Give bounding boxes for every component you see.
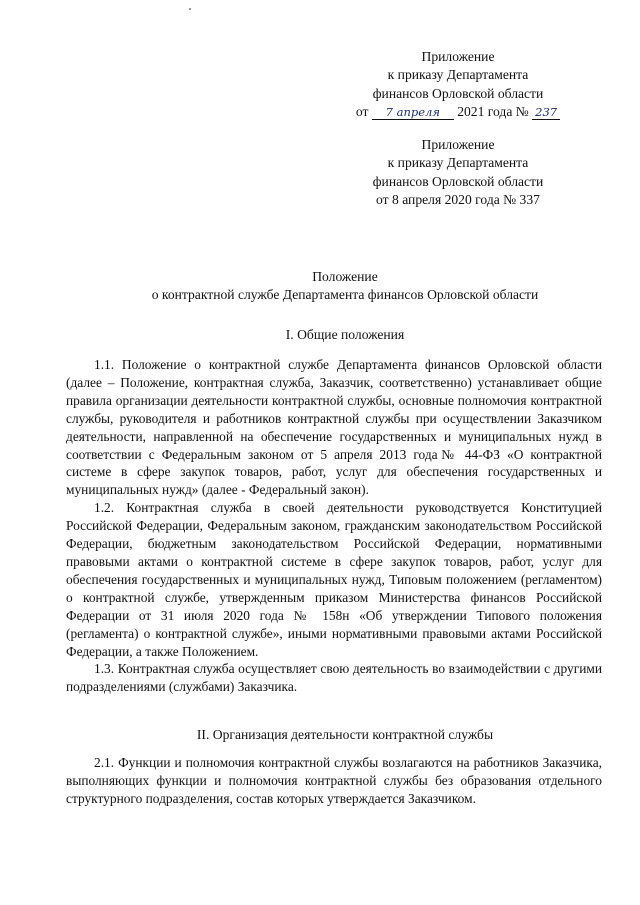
order-date-previous: от 8 апреля 2020 года № 337 (376, 192, 540, 208)
order-year-text: 2021 года № (457, 104, 529, 120)
order-reference-previous: к приказу Департамента (387, 155, 529, 171)
scan-speck (189, 8, 191, 10)
scan-margin (0, 0, 640, 20)
department-name-previous: финансов Орловской области (372, 173, 544, 189)
paragraph-1-1: 1.1. Положение о контрактной службе Департамента финансов Орловской области (далее – Положение, контрактная служба, Заказчик, соответственно) устанавливает общие правила организации деятельности контрактной службы, основные полномочия контрактной службы, руководителя и работников контрактной службы при осуществлении Заказчиком деятельности, направленной на обеспечение государственных и муниципальных нужд в соответствии с Федеральным законом от 5 апреля 2013 года№ 44-ФЗ «О контрактной системе в сфере закупок товаров, работ, услуг для обеспечения государственных и муниципальных нужд» (далее - Федеральный закон). (66, 357, 602, 498)
department-name: финансов Орловской области (372, 85, 544, 101)
paragraph-1-3: 1.3. Контрактная служба осуществляет свою деятельность во взаимодействии с другими подразделениями (службами) Заказчика. (66, 661, 602, 695)
title-line-1: Положение (312, 269, 378, 284)
paragraph-2-1: 2.1. Функции и полномочия контрактной службы возлагаются на работников Заказчика, выполняющих функции и полномочия контрактной службы без образования отдельного структурного подразделения, состав которых утверждается Заказчиком. (66, 755, 602, 806)
from-prefix: от (355, 104, 369, 120)
handwritten-date-field: 7 апреля (372, 106, 454, 120)
document-title (60, 268, 630, 304)
appendix-label-previous: Приложение (421, 137, 495, 152)
appendix-header-current (348, 48, 568, 122)
section-1-body (66, 356, 602, 696)
handwritten-number-field: 237 (532, 106, 560, 120)
paragraph-1-2: 1.2. Контрактная служба в своей деятельности руководствуется Конституцией Российской Федерации, Федеральным законом, гражданским законодательством Российской Федерации, бюджетным законодательством Российской Федерации, нормативными правовыми актами о контрактной системе в сфере закупок товаров, работ, услуг для обеспечения государственных и муниципальных нужд, Типовым положением (регламентом) о контрактной службе, утвержденным приказом Министерства финансов Российской Федерации от 31 июля 2020 года № 158н «Об утверждении Типового положения (регламента) о контрактной службе», иными нормативными правовыми актами Российской Федерации, а также Положением. (66, 500, 602, 659)
appendix-header-previous (348, 136, 568, 210)
order-reference: к приказу Департамента (387, 67, 529, 83)
appendix-label: Приложение (421, 49, 495, 64)
order-date-line (348, 103, 568, 121)
section-2-title: II. Организация деятельности контрактной службы (196, 727, 494, 742)
section-1-title: I. Общие положения (285, 327, 405, 342)
section-2-body (66, 754, 602, 808)
title-line-2: о контрактной службе Департамента финансов Орловской области (151, 287, 539, 303)
